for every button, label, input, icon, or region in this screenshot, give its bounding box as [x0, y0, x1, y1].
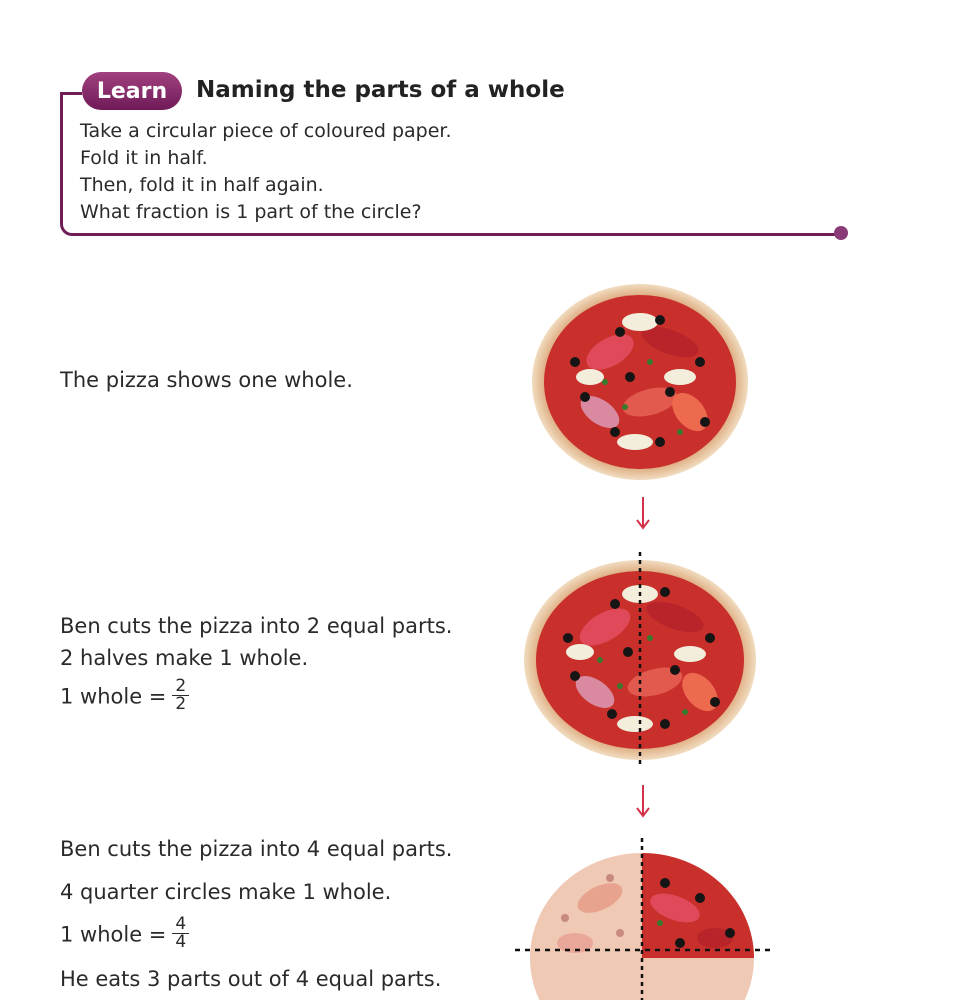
quartered-pizza-image — [515, 838, 770, 1000]
one-whole-text: The pizza shows one whole. — [60, 368, 353, 392]
eats-parts-text: He eats 3 parts out of 4 equal parts. — [60, 967, 442, 991]
halved-pizza-image — [520, 552, 760, 762]
down-arrow-icon — [635, 497, 651, 531]
learn-box-end-dot — [834, 226, 848, 240]
whole-pizza-image — [530, 282, 750, 482]
instruction-line: Then, fold it in half again. — [80, 174, 324, 196]
two-parts-text: Ben cuts the pizza into 2 equal parts. — [60, 614, 453, 638]
fraction-numerator: 4 — [172, 916, 189, 934]
halves-text: 2 halves make 1 whole. — [60, 646, 309, 670]
fraction-numerator: 2 — [172, 678, 189, 696]
quarters-text: 4 quarter circles make 1 whole. — [60, 880, 392, 904]
halves-equation — [60, 676, 189, 715]
learn-instructions — [80, 118, 452, 226]
quarters-equation — [60, 914, 189, 953]
instruction-line: Fold it in half. — [80, 147, 208, 169]
learn-badge: Learn — [82, 72, 182, 110]
equation-prefix: 1 whole = — [60, 684, 167, 709]
down-arrow-icon — [635, 785, 651, 819]
fraction-denominator: 4 — [175, 932, 187, 952]
learn-box-hook — [60, 92, 82, 95]
equation-prefix: 1 whole = — [60, 922, 167, 947]
fraction-four-quarters — [172, 916, 189, 951]
fraction-denominator: 2 — [175, 694, 187, 714]
fraction-two-halves — [172, 678, 189, 713]
four-parts-text: Ben cuts the pizza into 4 equal parts. — [60, 837, 453, 861]
instruction-line: Take a circular piece of coloured paper. — [80, 120, 452, 142]
instruction-line: What fraction is 1 part of the circle? — [80, 201, 422, 223]
learn-title: Naming the parts of a whole — [196, 77, 565, 103]
